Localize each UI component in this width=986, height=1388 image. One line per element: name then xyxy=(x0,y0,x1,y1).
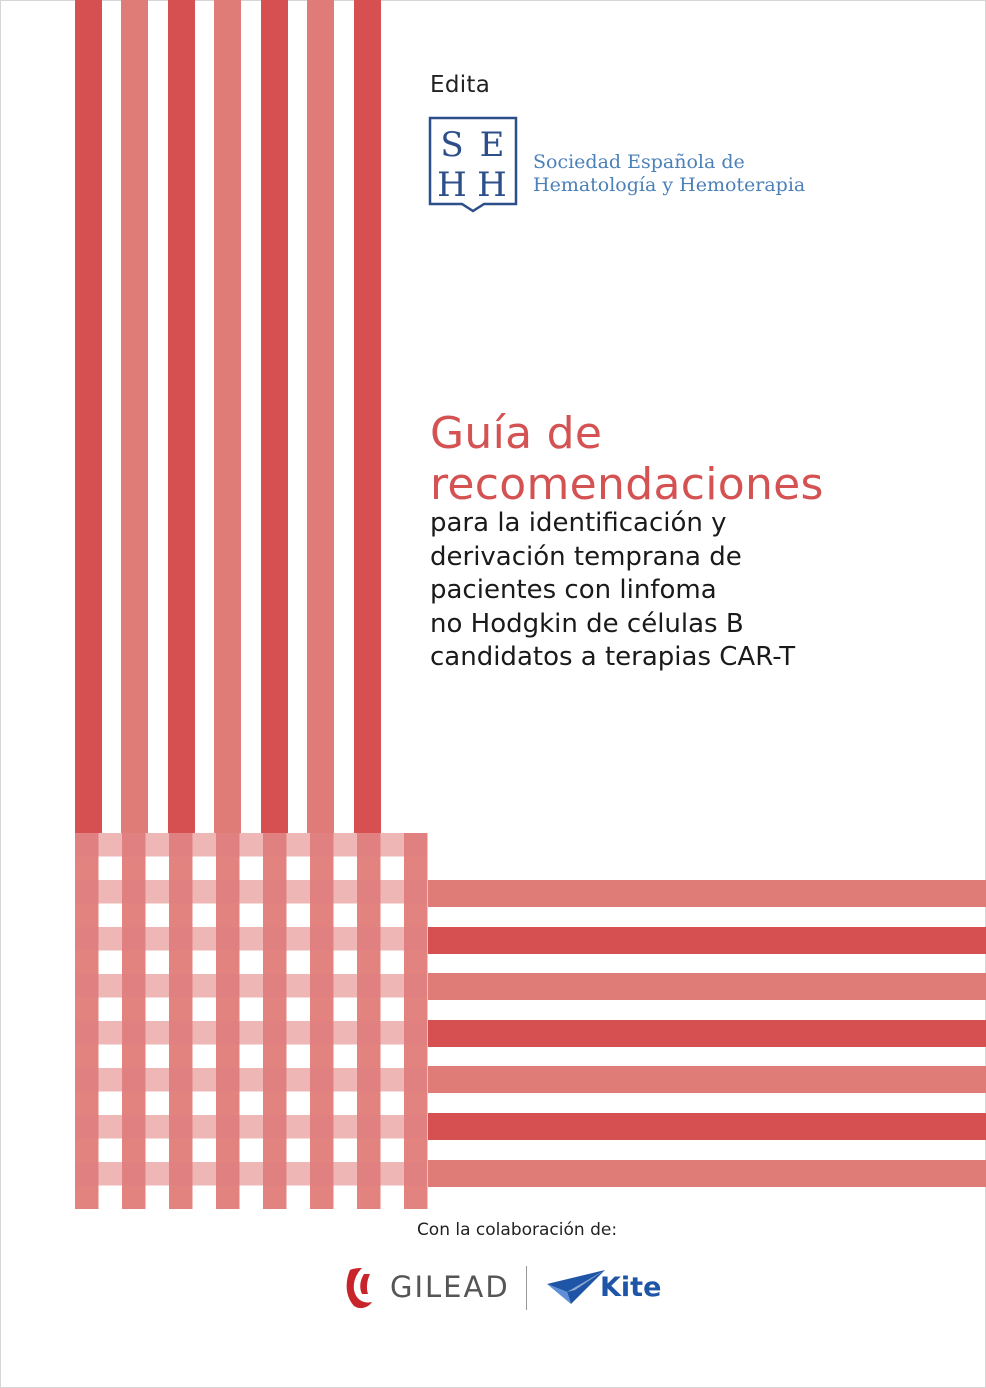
grid-tile xyxy=(263,1092,287,1116)
grid-tile xyxy=(169,1021,193,1045)
grid-tile xyxy=(122,927,146,951)
grid-tile xyxy=(334,1115,358,1139)
grid-tile xyxy=(310,1115,334,1139)
grid-tile xyxy=(404,833,428,857)
grid-tile xyxy=(287,974,311,998)
vertical-stripe xyxy=(307,0,334,833)
vertical-stripe xyxy=(354,0,381,833)
title-line-1: Guía de xyxy=(430,408,603,459)
grid-tile xyxy=(240,974,264,998)
grid-tile xyxy=(381,880,405,904)
grid-tile xyxy=(240,1162,264,1186)
grid-tile xyxy=(193,1021,217,1045)
grid-tile xyxy=(287,904,311,928)
grid-tile xyxy=(381,951,405,975)
grid-tile xyxy=(169,833,193,857)
grid-tile xyxy=(404,857,428,881)
grid-tile xyxy=(357,1115,381,1139)
grid-tile xyxy=(75,1115,99,1139)
grid-tile xyxy=(75,1139,99,1163)
grid-tile xyxy=(310,833,334,857)
grid-tile xyxy=(169,951,193,975)
horizontal-stripe xyxy=(428,880,986,907)
grid-tile xyxy=(357,833,381,857)
grid-tile xyxy=(146,1045,170,1069)
grid-tile xyxy=(122,1186,146,1210)
grid-tile xyxy=(193,904,217,928)
grid-tile xyxy=(310,1092,334,1116)
grid-tile xyxy=(146,1162,170,1186)
grid-tile xyxy=(99,904,123,928)
grid-tile xyxy=(216,951,240,975)
grid-tile xyxy=(381,1045,405,1069)
grid-tile xyxy=(122,998,146,1022)
grid-tile xyxy=(75,998,99,1022)
grid-tile xyxy=(146,857,170,881)
grid-tile xyxy=(99,951,123,975)
grid-tile xyxy=(381,1162,405,1186)
grid-tile xyxy=(287,927,311,951)
grid-tile xyxy=(334,1021,358,1045)
grid-tile xyxy=(263,974,287,998)
grid-tile xyxy=(193,1045,217,1069)
grid-tile xyxy=(240,1021,264,1045)
grid-tile xyxy=(99,1045,123,1069)
grid-tile xyxy=(357,1021,381,1045)
grid-tile xyxy=(287,1139,311,1163)
grid-tile xyxy=(169,1045,193,1069)
grid-tile xyxy=(310,951,334,975)
grid-tile xyxy=(99,974,123,998)
grid-tile xyxy=(169,974,193,998)
grid-tile xyxy=(334,1068,358,1092)
grid-tile xyxy=(146,1186,170,1210)
grid-tile xyxy=(99,998,123,1022)
grid-tile xyxy=(287,1092,311,1116)
subtitle-line: candidatos a terapias CAR-T xyxy=(430,642,796,672)
vertical-stripe xyxy=(168,0,195,833)
grid-tile xyxy=(216,1162,240,1186)
grid-tile xyxy=(404,1139,428,1163)
grid-tile xyxy=(75,833,99,857)
grid-tile xyxy=(240,927,264,951)
horizontal-stripe xyxy=(428,1020,986,1047)
grid-tile xyxy=(99,1115,123,1139)
grid-tile xyxy=(193,1186,217,1210)
grid-tile xyxy=(146,951,170,975)
grid-tile xyxy=(287,880,311,904)
grid-tile xyxy=(122,951,146,975)
grid-tile xyxy=(404,1021,428,1045)
grid-tile xyxy=(357,1045,381,1069)
grid-tile xyxy=(263,1139,287,1163)
sponsor-divider xyxy=(526,1266,527,1310)
grid-tile xyxy=(122,904,146,928)
grid-tile xyxy=(263,1162,287,1186)
grid-tile xyxy=(75,1186,99,1210)
collaboration-label: Con la colaboración de: xyxy=(416,1220,618,1240)
grid-tile xyxy=(404,904,428,928)
grid-tile xyxy=(381,998,405,1022)
grid-tile xyxy=(122,1021,146,1045)
grid-tile xyxy=(287,1115,311,1139)
grid-tile xyxy=(334,927,358,951)
grid-tile xyxy=(122,1139,146,1163)
grid-tile xyxy=(216,1186,240,1210)
grid-tile xyxy=(310,1021,334,1045)
grid-tile xyxy=(169,1115,193,1139)
grid-tile xyxy=(193,998,217,1022)
grid-tile xyxy=(216,857,240,881)
grid-tile xyxy=(99,927,123,951)
grid-tile xyxy=(404,1045,428,1069)
publisher-name-line1: Sociedad Española de xyxy=(533,151,745,173)
grid-tile xyxy=(334,1186,358,1210)
grid-tile xyxy=(193,1115,217,1139)
grid-tile xyxy=(404,974,428,998)
grid-tile xyxy=(193,1092,217,1116)
grid-tile xyxy=(99,833,123,857)
grid-tile xyxy=(75,974,99,998)
grid-tile xyxy=(310,1162,334,1186)
document-title xyxy=(430,408,824,510)
grid-tile xyxy=(263,951,287,975)
grid-tile xyxy=(404,1092,428,1116)
grid-tile xyxy=(263,1186,287,1210)
subtitle-line: pacientes con linfoma xyxy=(430,575,717,605)
grid-tile xyxy=(169,1068,193,1092)
vertical-stripe xyxy=(121,0,148,833)
grid-tile xyxy=(99,1068,123,1092)
grid-tile xyxy=(99,1092,123,1116)
logo-letter-2: E xyxy=(479,125,505,165)
grid-tile xyxy=(263,904,287,928)
grid-tile xyxy=(404,1162,428,1186)
vertical-stripe xyxy=(214,0,241,833)
grid-tile xyxy=(75,880,99,904)
gilead-logo-text: GILEAD xyxy=(390,1270,510,1304)
grid-tile xyxy=(75,857,99,881)
grid-tile xyxy=(381,833,405,857)
grid-tile xyxy=(122,833,146,857)
grid-tile xyxy=(146,1068,170,1092)
grid-tile xyxy=(216,1115,240,1139)
grid-tile xyxy=(122,880,146,904)
grid-tile xyxy=(169,1139,193,1163)
publisher-name xyxy=(533,151,805,197)
subtitle-line: no Hodgkin de células B xyxy=(430,608,744,639)
grid-tile xyxy=(310,857,334,881)
grid-tile xyxy=(310,904,334,928)
vertical-stripe xyxy=(261,0,288,833)
kite-logo-icon xyxy=(545,1268,607,1308)
grid-tile xyxy=(216,1068,240,1092)
grid-tile xyxy=(357,1068,381,1092)
grid-tile xyxy=(169,927,193,951)
edita-label: Edita xyxy=(430,72,491,98)
grid-tile xyxy=(146,974,170,998)
grid-tile xyxy=(146,1115,170,1139)
grid-tile xyxy=(404,1068,428,1092)
grid-tile xyxy=(404,927,428,951)
grid-tile xyxy=(287,857,311,881)
grid-tile xyxy=(381,857,405,881)
grid-tile xyxy=(334,998,358,1022)
grid-tile xyxy=(240,1115,264,1139)
grid-tile xyxy=(310,1045,334,1069)
grid-tile xyxy=(193,833,217,857)
grid-tile xyxy=(240,1068,264,1092)
grid-tile xyxy=(381,974,405,998)
grid-tile xyxy=(381,1115,405,1139)
grid-tile xyxy=(99,857,123,881)
sehh-logo xyxy=(428,116,518,214)
grid-tile xyxy=(357,1092,381,1116)
grid-tile xyxy=(146,1092,170,1116)
grid-tile xyxy=(381,1139,405,1163)
grid-tile xyxy=(240,1045,264,1069)
grid-tile xyxy=(75,1092,99,1116)
grid-tile xyxy=(240,1092,264,1116)
grid-tile xyxy=(334,833,358,857)
grid-tile xyxy=(193,1162,217,1186)
grid-tile xyxy=(99,1139,123,1163)
grid-tile xyxy=(146,1021,170,1045)
grid-tile xyxy=(216,1092,240,1116)
grid-tile xyxy=(169,1092,193,1116)
grid-tile xyxy=(240,1186,264,1210)
grid-tile xyxy=(263,880,287,904)
grid-tile xyxy=(193,951,217,975)
grid-tile xyxy=(263,1021,287,1045)
grid-tile xyxy=(240,998,264,1022)
grid-tile xyxy=(334,1162,358,1186)
grid-tile xyxy=(169,1162,193,1186)
grid-tile xyxy=(357,857,381,881)
grid-tile xyxy=(310,998,334,1022)
grid-tile xyxy=(146,833,170,857)
grid-tile xyxy=(334,904,358,928)
title-line-2: recomendaciones xyxy=(430,459,824,510)
grid-tile xyxy=(193,857,217,881)
grid-tile xyxy=(146,904,170,928)
grid-tile xyxy=(240,951,264,975)
grid-tile xyxy=(381,1021,405,1045)
grid-tile xyxy=(263,833,287,857)
horizontal-stripe xyxy=(428,973,986,1000)
grid-tile xyxy=(310,1139,334,1163)
grid-tile xyxy=(404,1115,428,1139)
grid-tile xyxy=(193,974,217,998)
grid-tile xyxy=(216,974,240,998)
grid-tile xyxy=(169,1186,193,1210)
grid-tile xyxy=(99,1162,123,1186)
logo-letter-3: H xyxy=(437,165,467,205)
grid-tile xyxy=(404,951,428,975)
horizontal-stripe xyxy=(428,1066,986,1093)
grid-tile xyxy=(122,1092,146,1116)
grid-tile xyxy=(75,1162,99,1186)
grid-tile xyxy=(287,1186,311,1210)
grid-tile xyxy=(334,880,358,904)
grid-tile xyxy=(240,904,264,928)
grid-tile xyxy=(240,1139,264,1163)
grid-tile xyxy=(334,1092,358,1116)
grid-tile xyxy=(404,880,428,904)
grid-tile xyxy=(357,880,381,904)
grid-tile xyxy=(216,904,240,928)
document-subtitle xyxy=(430,507,795,675)
grid-tile xyxy=(287,951,311,975)
grid-tile xyxy=(263,857,287,881)
vertical-stripe xyxy=(75,0,102,833)
grid-tile xyxy=(334,1139,358,1163)
grid-tile xyxy=(334,1045,358,1069)
grid-tile xyxy=(310,880,334,904)
grid-tile xyxy=(357,927,381,951)
grid-tile xyxy=(122,1068,146,1092)
grid-tile xyxy=(357,904,381,928)
grid-tile xyxy=(263,927,287,951)
grid-tile xyxy=(310,974,334,998)
grid-tile xyxy=(216,1021,240,1045)
grid-tile xyxy=(122,1045,146,1069)
grid-tile xyxy=(75,951,99,975)
grid-tile xyxy=(240,880,264,904)
grid-tile xyxy=(193,927,217,951)
grid-tile xyxy=(263,1045,287,1069)
grid-tile xyxy=(99,880,123,904)
grid-tile xyxy=(75,904,99,928)
horizontal-stripe xyxy=(428,927,986,954)
grid-tile xyxy=(216,998,240,1022)
grid-tile xyxy=(263,1115,287,1139)
grid-tile xyxy=(310,1068,334,1092)
grid-tile xyxy=(75,1045,99,1069)
grid-tile xyxy=(216,833,240,857)
logo-letter-4: H xyxy=(477,165,507,205)
grid-tile xyxy=(122,974,146,998)
grid-tile xyxy=(169,998,193,1022)
grid-tile xyxy=(122,1162,146,1186)
grid-tile xyxy=(99,1186,123,1210)
grid-tile xyxy=(263,998,287,1022)
grid-tile xyxy=(357,974,381,998)
grid-tile xyxy=(287,1068,311,1092)
grid-tile xyxy=(75,1068,99,1092)
horizontal-stripe xyxy=(428,1113,986,1140)
subtitle-line: para la identificación y xyxy=(430,508,727,538)
grid-tile xyxy=(169,880,193,904)
grid-tile xyxy=(357,1162,381,1186)
grid-tile xyxy=(381,1186,405,1210)
grid-tile xyxy=(357,998,381,1022)
grid-tile xyxy=(193,880,217,904)
grid-tile xyxy=(287,1021,311,1045)
grid-tile xyxy=(287,833,311,857)
grid-tile xyxy=(216,880,240,904)
grid-tile xyxy=(122,857,146,881)
subtitle-line: derivación temprana de xyxy=(430,541,742,572)
grid-tile xyxy=(357,1139,381,1163)
grid-tile xyxy=(287,1162,311,1186)
grid-tile xyxy=(381,1068,405,1092)
grid-tile xyxy=(169,857,193,881)
grid-tile xyxy=(75,927,99,951)
grid-tile xyxy=(310,927,334,951)
grid-tile xyxy=(287,998,311,1022)
grid-tile xyxy=(357,1186,381,1210)
grid-tile xyxy=(216,1139,240,1163)
grid-tile xyxy=(240,857,264,881)
kite-logo-text: Kite xyxy=(600,1272,662,1303)
logo-letter-1: S xyxy=(440,125,464,165)
grid-tile xyxy=(99,1021,123,1045)
grid-tile xyxy=(404,998,428,1022)
grid-tile xyxy=(216,927,240,951)
gilead-logo-icon xyxy=(342,1266,380,1310)
publisher-name-line2: Hematología y Hemoterapia xyxy=(533,174,806,196)
grid-tile xyxy=(381,1092,405,1116)
grid-tile xyxy=(357,951,381,975)
grid-tile xyxy=(193,1139,217,1163)
grid-tile xyxy=(334,857,358,881)
grid-tile xyxy=(381,927,405,951)
grid-tile xyxy=(334,951,358,975)
grid-tile xyxy=(404,1186,428,1210)
grid-tile xyxy=(263,1068,287,1092)
grid-tile xyxy=(334,974,358,998)
grid-tile xyxy=(287,1045,311,1069)
grid-tile xyxy=(146,927,170,951)
grid-tile xyxy=(193,1068,217,1092)
grid-tile xyxy=(75,1021,99,1045)
horizontal-stripe xyxy=(428,1160,986,1187)
grid-tile xyxy=(310,1186,334,1210)
grid-tile xyxy=(146,998,170,1022)
grid-tile xyxy=(146,1139,170,1163)
grid-tile xyxy=(240,833,264,857)
grid-tile xyxy=(216,1045,240,1069)
grid-tile xyxy=(169,904,193,928)
grid-tile xyxy=(146,880,170,904)
grid-tile xyxy=(122,1115,146,1139)
grid-tile xyxy=(381,904,405,928)
